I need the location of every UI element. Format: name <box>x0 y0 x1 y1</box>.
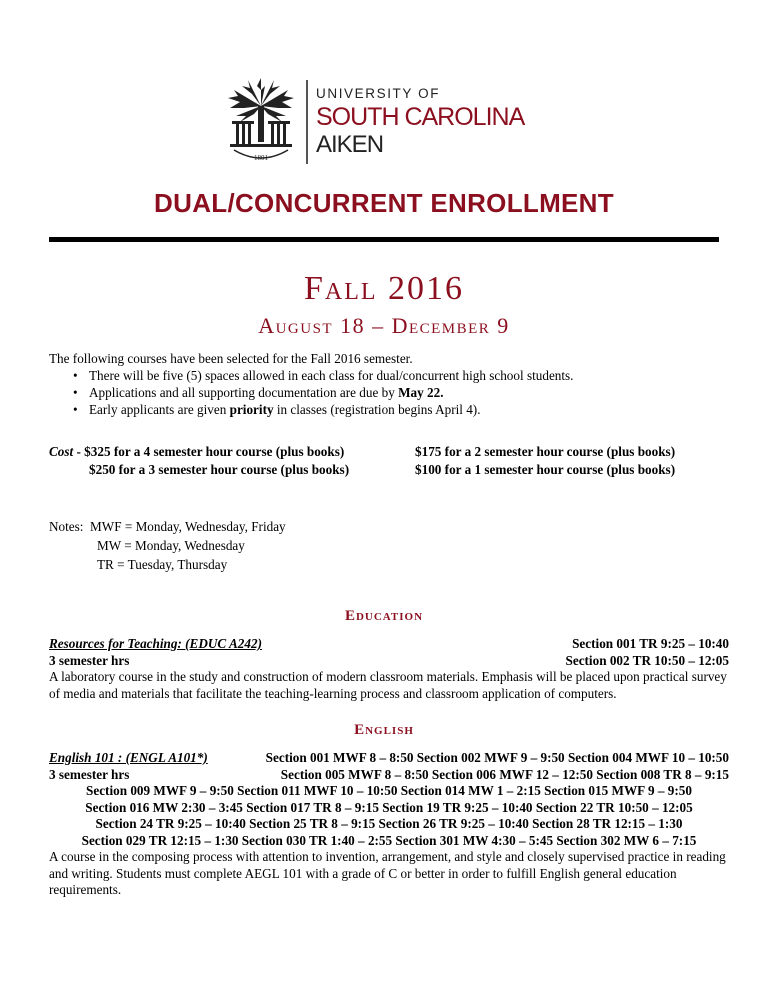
cost-label: Cost <box>49 444 74 459</box>
course-sections: Section 001 MWF 8 – 8:50 Section 002 MWF 9 – 9:50 Section 004 MWF 10 – 10:50 <box>265 750 729 765</box>
course-title: English 101 : (ENGL A101*) <box>49 750 208 765</box>
course-hours: 3 semester hrs <box>49 766 130 782</box>
bullet-text: in classes (registration begins April 4). <box>273 402 481 417</box>
notes-line <box>49 517 549 536</box>
intro-list <box>49 367 729 418</box>
term-dates: August 18 – December 9 <box>258 313 510 338</box>
logo-wordmark <box>316 86 566 158</box>
cost-3-hour: $250 for a 3 semester hour course (plus books) <box>89 462 350 477</box>
intro-bullet <box>89 367 729 384</box>
course-section: Section 002 TR 10:50 – 12:05 <box>565 652 729 668</box>
note-item: MW = Monday, Wednesday <box>97 538 245 553</box>
bullet-text: There will be five (5) spaces allowed in each class for dual/concurrent high school students. <box>89 368 574 383</box>
course-row <box>49 636 729 653</box>
course-sections: Section 005 MWF 8 – 8:50 Section 006 MWF 12 – 12:50 Section 008 TR 8 – 9:15 <box>280 766 729 782</box>
page-title: DUAL/CONCURRENT ENROLLMENT <box>154 188 614 218</box>
logo-divider <box>306 80 308 164</box>
section-heading-english: English <box>354 722 414 738</box>
course-description: A laboratory course in the study and construction of modern classroom materials. Emphasis will be placed upon practical survey of media and materials that facilitate the teaching-learning process and classroom application of computers. <box>49 669 727 701</box>
course-sections: Section 029 TR 12:15 – 1:30 Section 030 TR 1:40 – 2:55 Section 301 MW 4:30 – 5:45 Section 302 MW 6 – 7:15 <box>81 832 697 848</box>
note-item: TR = Tuesday, Thursday <box>97 557 228 572</box>
intro-lead: The following courses have been selected for the Fall 2016 semester. <box>49 351 413 366</box>
course-sections: Section 24 TR 9:25 – 10:40 Section 25 TR 8 – 9:15 Section 26 TR 9:25 – 10:40 Section 28 TR 12:15 – 1:30 <box>95 816 683 831</box>
note-item: MWF = Monday, Wednesday, Friday <box>90 519 286 534</box>
bullet-text: Applications and all supporting documentation are due by <box>89 385 399 400</box>
logo-aiken: AIKEN <box>316 131 384 158</box>
cost-1-hour: $100 for a 1 semester hour course (plus books) <box>415 462 676 477</box>
section-heading-education: Education <box>344 608 424 624</box>
course-row <box>49 653 729 670</box>
logo-university-of: UNIVERSITY OF <box>316 86 441 101</box>
cost-right-column <box>415 443 735 479</box>
cost-line <box>49 443 409 461</box>
priority-word: priority <box>229 402 274 417</box>
term-heading: Fall 2016 <box>303 270 465 307</box>
course-title: Resources for Teaching: (EDUC A242) <box>49 636 262 651</box>
course-sections: Section 016 MW 2:30 – 3:45 Section 017 TR 8 – 9:15 Section 19 TR 9:25 – 10:40 Section 22 TR 10:50 – 12:05 <box>85 799 693 815</box>
university-logo <box>222 76 562 168</box>
intro-block <box>49 350 729 418</box>
course-section: Section 001 TR 9:25 – 10:40 <box>572 636 729 651</box>
palmetto-tree-icon <box>222 76 300 168</box>
course-description: A course in the composing process with attention to invention, arrangement, and style and closely supervised practice in reading and writing. Students must complete AEGL 101 with a grade of C or better in order to fulfill English general education requirements. <box>49 849 726 897</box>
course-row <box>49 750 729 767</box>
course-sections: Section 009 MWF 9 – 9:50 Section 011 MWF 10 – 10:50 Section 014 MW 1 – 2:15 Section 015 MWF 9 – 9:50 <box>86 783 692 798</box>
seal-year: 1801 <box>254 154 268 162</box>
cost-2-hour: $175 for a 2 semester hour course (plus books) <box>415 444 676 459</box>
course-row <box>49 767 729 784</box>
logo-south-carolina: SOUTH CAROLINA <box>316 103 525 131</box>
intro-bullet <box>89 384 729 401</box>
deadline-date: May 22. <box>398 385 444 400</box>
cost-left-column <box>49 443 409 479</box>
cost-4-hour: - $325 for a 4 semester hour course (plus books) <box>73 444 345 459</box>
intro-bullet <box>89 401 729 418</box>
bullet-text: Early applicants are given <box>89 402 230 417</box>
course-hours: 3 semester hrs <box>49 652 130 668</box>
title-rule <box>49 237 719 242</box>
notes-block <box>49 517 549 574</box>
course-educ-a242 <box>49 636 729 702</box>
course-engl-a101 <box>49 750 729 899</box>
notes-label: Notes: <box>49 519 84 534</box>
